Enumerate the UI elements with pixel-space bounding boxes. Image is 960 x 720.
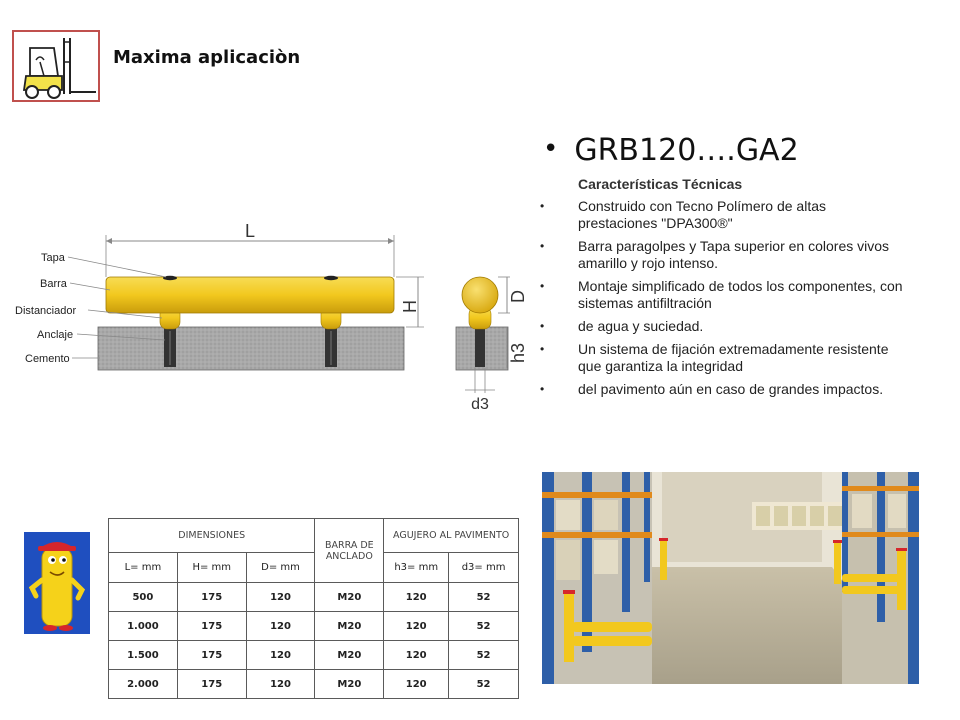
feature-item: • Montaje simplificado de todos los componentes, con sistemas antifiltración — [538, 278, 908, 312]
header-h: H= mm — [177, 553, 246, 583]
header-dimensiones: DIMENSIONES — [109, 519, 315, 553]
table-cell: 500 — [109, 583, 178, 612]
table-row — [109, 583, 519, 612]
label-tapa: Tapa — [41, 252, 65, 264]
feature-item: • de agua y suciedad. — [538, 318, 908, 335]
table-cell: 120 — [384, 670, 449, 699]
label-anclaje: Anclaje — [37, 329, 74, 341]
label-D: D — [508, 290, 528, 303]
table-cell: 52 — [449, 612, 519, 641]
yellow-bollard-mascot-icon — [24, 532, 90, 634]
app-title: Maxima aplicaciòn — [113, 47, 301, 68]
forklift-icon — [14, 32, 98, 100]
table-cell: 120 — [384, 641, 449, 670]
table-cell: 120 — [246, 583, 315, 612]
label-d3: d3 — [471, 396, 489, 413]
label-barra: Barra — [40, 278, 67, 290]
table-cell: 120 — [246, 670, 315, 699]
feature-item: • Barra paragolpes y Tapa superior en colores vivos amarillo y rojo intenso. — [538, 238, 908, 272]
table-cell: 175 — [177, 641, 246, 670]
features-subtitle: Características Técnicas — [578, 176, 743, 192]
mascot-panel — [24, 532, 90, 634]
table-row — [109, 641, 519, 670]
product-title: • GRB120….GA2 — [543, 133, 799, 168]
header-l: L= mm — [109, 553, 178, 583]
table-cell: 175 — [177, 583, 246, 612]
table-row — [109, 612, 519, 641]
header-agujero: AGUJERO AL PAVIMENTO — [384, 519, 519, 553]
table-cell: 175 — [177, 670, 246, 699]
feature-item: • Un sistema de fijación extremadamente resistente que garantiza la integridad — [538, 341, 908, 375]
label-distanciador: Distanciador — [15, 305, 77, 317]
feature-item: • Construido con Tecno Polímero de altas prestaciones "DPA300®" — [538, 198, 908, 232]
product-code: GRB120….GA2 — [574, 133, 799, 168]
header-barra: BARRA DE ANCLADO — [315, 519, 384, 583]
table-cell: 52 — [449, 583, 519, 612]
header-h3: h3= mm — [384, 553, 449, 583]
technical-diagram — [10, 215, 528, 420]
label-h3: h3 — [508, 342, 528, 363]
feature-item: • del pavimento aún en caso de grandes impactos. — [538, 381, 908, 398]
label-L: L — [244, 221, 256, 241]
table-cell: 120 — [384, 612, 449, 641]
table-cell: 175 — [177, 612, 246, 641]
header-d: D= mm — [246, 553, 315, 583]
table-cell: 2.000 — [109, 670, 178, 699]
table-cell: 1.000 — [109, 612, 178, 641]
barrier-bar — [106, 277, 394, 313]
label-cemento: Cemento — [25, 353, 70, 365]
table-cell: 120 — [384, 583, 449, 612]
table-cell: M20 — [315, 670, 384, 699]
cement-block — [98, 327, 404, 370]
specs-table — [108, 518, 519, 699]
table-row — [109, 670, 519, 699]
table-cell: M20 — [315, 583, 384, 612]
table-cell: M20 — [315, 612, 384, 641]
section-anchor — [475, 327, 485, 367]
table-cell: 52 — [449, 641, 519, 670]
warehouse-photo-icon — [542, 472, 919, 684]
forklift-logo — [12, 30, 100, 102]
table-cell: 1.500 — [109, 641, 178, 670]
features-list — [538, 198, 908, 404]
section-bar — [462, 277, 498, 313]
cap-right — [324, 276, 338, 280]
table-cell: 120 — [246, 641, 315, 670]
table-cell: M20 — [315, 641, 384, 670]
table-cell: 120 — [246, 612, 315, 641]
label-H: H — [400, 300, 420, 313]
table-cell: 52 — [449, 670, 519, 699]
header-d3: d3= mm — [449, 553, 519, 583]
